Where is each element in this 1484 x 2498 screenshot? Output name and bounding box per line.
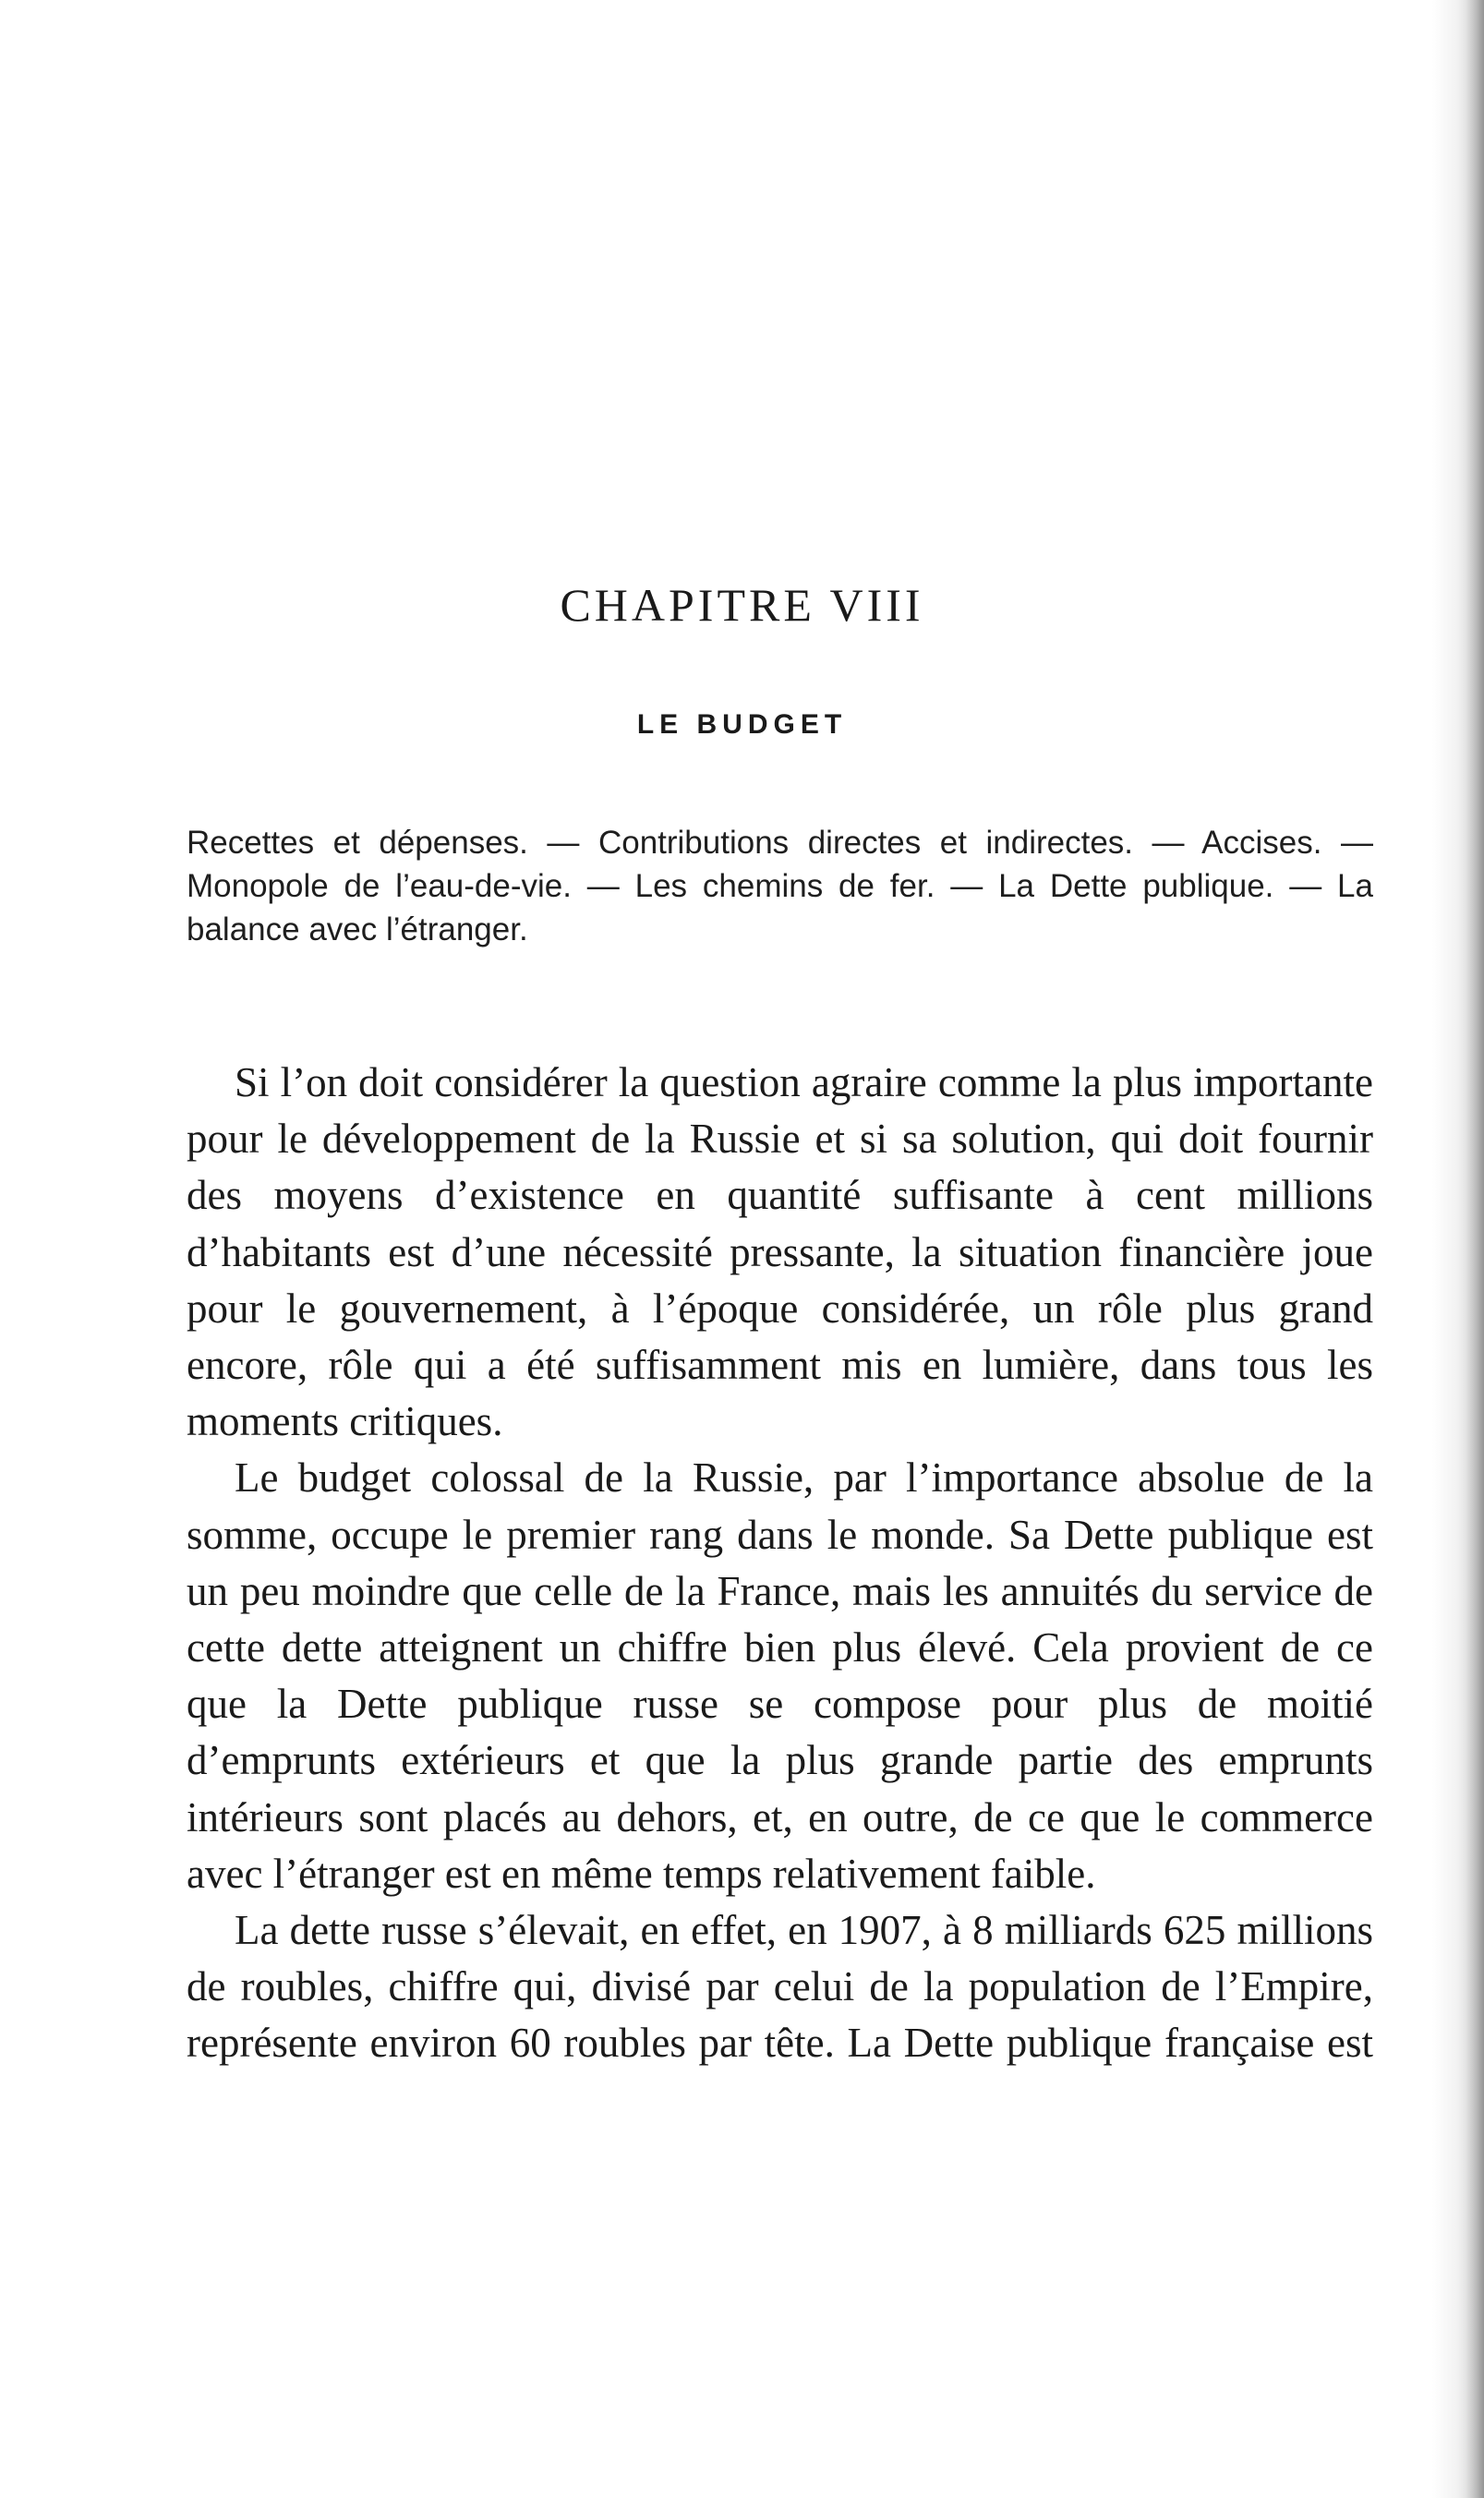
chapter-subtitle: LE BUDGET xyxy=(636,709,848,740)
paragraph-1: Si l’on doit considérer la question agraire comme la plus importante pour le développement de la Russie et si sa solution, qui doit fournir des moyens d’existence en quantité suffisante à cent millions d’habitants est d’une nécessité pressante, la situation financière joue pour le gouvernement, à l’époque considérée, un rôle plus grand encore, rôle qui a été suffisamment mis en lumière, dans tous les moments critiques. xyxy=(187,1059,1373,1445)
paragraph-3: La dette russe s’élevait, en effet, en 1907, à 8 milliards 625 millions de roubles, chiffre qui, divisé par celui de la population de l’Empire, représente environ 60 roubles par tête. La Dette publique française est xyxy=(187,1907,1373,2067)
page-edge-shadow xyxy=(1466,0,1484,2498)
body-text xyxy=(187,1055,1373,2072)
chapter-title: CHAPITRE VIII xyxy=(560,579,924,631)
paragraph-2: Le budget colossal de la Russie, par l’importance absolue de la somme, occupe le premier rang dans le monde. Sa Dette publique est un peu moindre que celle de la France, mais les annuités du service de cette dette atteignent un chiffre bien plus élevé. Cela provient de ce que la Dette publique russe se compose pour plus de moitié d’emprunts extérieurs et que la plus grande partie des emprunts intérieurs sont placés au dehors, et, en outre, de ce que le commerce avec l’étranger est en même temps relativement faible. xyxy=(187,1454,1373,1897)
chapter-summary: Recettes et dépenses. — Contributions directes et indirectes. — Accises. — Monopole de l’eau-de-vie. — Les chemins de fer. — La Dette publique. — La balance avec l’étranger. xyxy=(187,825,1373,947)
